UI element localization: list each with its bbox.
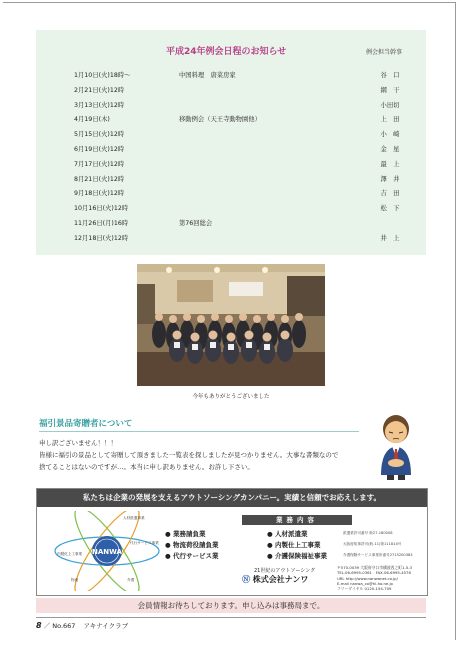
schedule-host: 網 干: [380, 86, 400, 94]
apology-line: 捨てることはないのですが…。本当に申し訳ありません。お許し下さい。: [39, 463, 254, 471]
schedule-date: 12月18日(火)12時: [74, 234, 129, 242]
schedule-host: 小田切: [380, 101, 400, 109]
schedule-row: [36, 157, 426, 172]
schedule-date: 4月19日(木): [74, 116, 110, 124]
page-frame-top: [3, 2, 455, 3]
business-item: ● 人材派遣業: [267, 530, 308, 538]
schedule-row: [36, 142, 426, 157]
business-item: ● 業務請負業: [165, 530, 206, 538]
apology-body: [39, 437, 359, 473]
schedule-panel: [36, 30, 426, 255]
contact-line: TEL.06-6995-0361 FAX.06-6995-4576: [337, 570, 411, 576]
apology-title-rule: [39, 431, 359, 432]
group-photo-illustration: [137, 264, 325, 386]
nanwa-logo: [51, 511, 163, 591]
schedule-title: 平成24年例会日程のお知らせ: [166, 47, 287, 57]
ad-contact-info: [337, 565, 425, 591]
business-license: 派遣業許可番号 般27-180008: [343, 531, 393, 535]
schedule-row: [36, 83, 426, 98]
schedule-date: 3月13日(火)12時: [74, 101, 125, 109]
schedule-row: [36, 127, 426, 142]
schedule-host: 谷 口: [380, 72, 400, 79]
contact-line: フリーダイヤル 0120-154-709: [337, 586, 392, 592]
page-footer: 8 ／ No.667 アキナイクラブ: [36, 621, 129, 630]
schedule-host: 松 下: [380, 205, 400, 213]
issue-number: No.667: [52, 622, 76, 630]
schedule-date: 8月21日(火)12時: [74, 175, 125, 183]
schedule-date: 2月21日(火)12時: [74, 86, 125, 94]
schedule-date: 5月15日(火)12時: [74, 131, 125, 139]
schedule-event: 中国料理 唐菜房家: [179, 72, 236, 79]
business-item: ● 物流荷役請負業: [165, 541, 219, 549]
schedule-row: [36, 98, 426, 113]
business-license: 介護保険サービス事業所番号2715200383: [343, 553, 413, 557]
schedule-row: [36, 201, 426, 216]
schedule-date: 1月10日(火)18時〜: [74, 72, 131, 79]
nanwa-advertisement: [36, 488, 428, 596]
bowing-man-illustration: [375, 413, 417, 481]
schedule-host: 金 星: [380, 145, 400, 153]
schedule-host: 最 上: [380, 160, 400, 168]
group-photo: [137, 264, 325, 386]
schedule-date: 6月19日(火)12時: [74, 145, 125, 153]
schedule-row: [36, 68, 426, 83]
ad-company-name: Ⓝ 株式会社ナンワ: [242, 575, 309, 584]
schedule-host: 上 田: [380, 116, 400, 124]
schedule-row: [36, 172, 426, 187]
schedule-row: [36, 186, 426, 201]
business-license: 大阪府知事許可(般-11)第111814号: [343, 542, 402, 546]
page-number: 8: [36, 621, 42, 630]
schedule-date: 10月16日(火)12時: [74, 205, 129, 213]
schedule-date: 11月26日(月)16時: [74, 219, 129, 227]
schedule-row: [36, 216, 426, 231]
logo-label: 人材派遣事業: [123, 516, 145, 520]
schedule-row: [36, 231, 426, 246]
business-item: ● 介護保険福祉事業: [267, 552, 327, 560]
business-header: 業務内容: [242, 515, 352, 525]
contact-line: 〒570-0039 大阪府守口市橋波西之町1-5-3: [337, 565, 413, 570]
logo-label: 代行サービス事業: [130, 541, 159, 545]
schedule-host: 小 崎: [380, 131, 400, 139]
schedule-host-header: 例会担当幹事: [366, 49, 403, 56]
ad-banner: 私たちは企業の発展を支えるアウトソーシングカンパニー。実績と信頼でお応えします。: [37, 489, 427, 507]
company-mark-icon: Ⓝ: [242, 575, 250, 584]
contact-line: E-mail nanwa_co@hi-ho.ne.jp: [337, 580, 393, 586]
schedule-host: 井 上: [380, 234, 400, 242]
schedule-host: 吉 田: [380, 190, 400, 198]
business-item: ● 代行サービス業: [165, 552, 219, 560]
ad-tagline: 21世紀のアウトソーシング: [254, 568, 316, 574]
apology-line: 皆様に福引の景品として寄贈して頂きました一覧表を探しましたが見つかりません。大事な書類なので: [39, 451, 339, 459]
schedule-host: 澤 井: [380, 175, 400, 183]
schedule-event: 第76回総会: [179, 219, 213, 227]
logo-wordmark: NANWA: [92, 548, 122, 556]
orbit-logo-icon: [51, 511, 163, 591]
logo-label: 介護: [127, 578, 135, 582]
logo-label: 物流: [71, 578, 79, 582]
bowing-man-icon: [375, 413, 417, 481]
member-info-notice: 会員情報お待ちしております。申し込みは事務局まで。: [36, 598, 426, 613]
apology-title: 福引景品寄贈者について: [39, 419, 133, 429]
schedule-date: 9月18日(火)12時: [74, 190, 125, 198]
apology-line: 申し訳ございません！！！: [39, 439, 117, 447]
business-item: ● 内製仕上工事業: [267, 541, 321, 549]
schedule-event: 移動例会（天王寺動物園他）: [179, 116, 261, 124]
page-frame-right: [455, 2, 456, 640]
footer-rule: [36, 617, 426, 618]
schedule-rows: [36, 68, 426, 246]
logo-label: 内製化上工事業: [57, 552, 83, 556]
schedule-row: [36, 112, 426, 127]
contact-line: URL http://www.nanwanet.co.jp/: [337, 575, 398, 581]
schedule-date: 7月17日(火)12時: [74, 160, 125, 168]
photo-caption: 今年もありがとうございました: [192, 394, 270, 400]
publication-name: アキナイクラブ: [83, 622, 129, 630]
